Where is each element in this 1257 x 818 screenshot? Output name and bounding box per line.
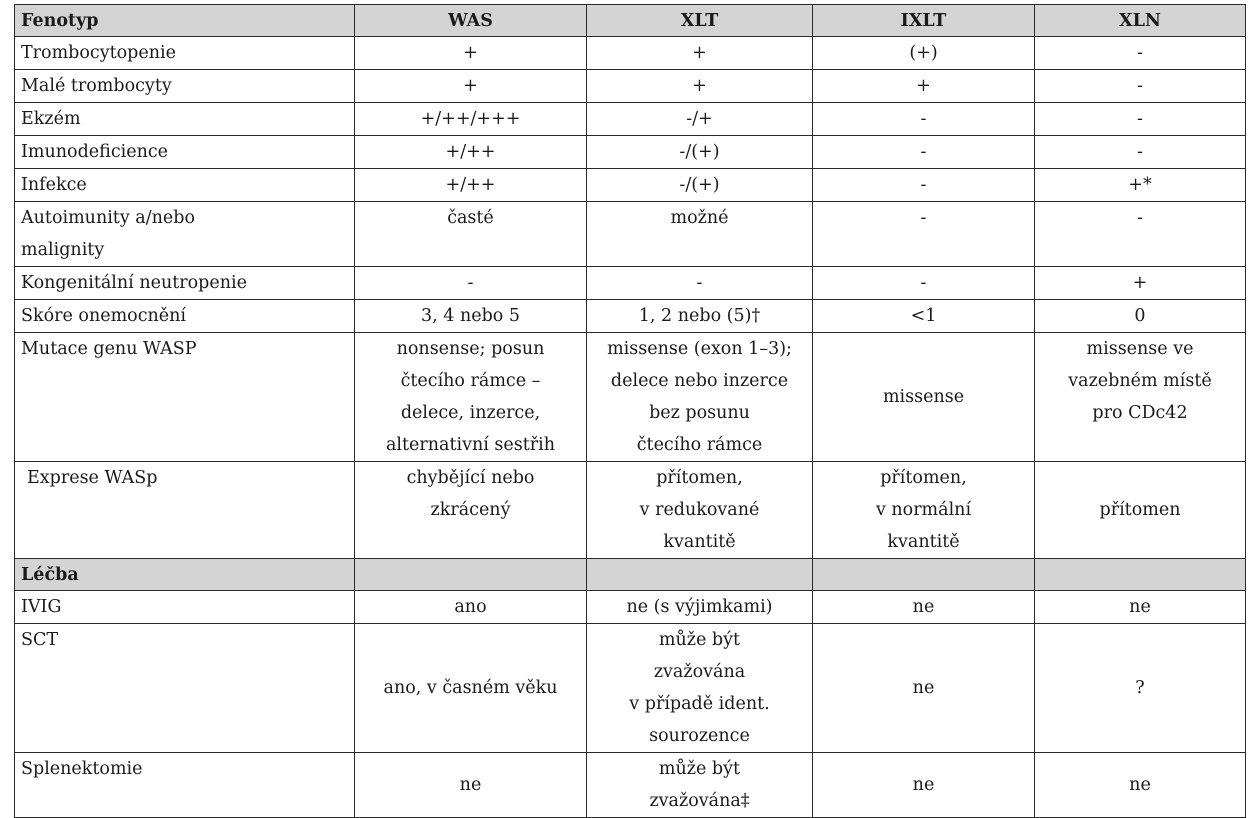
section-row-treatment xyxy=(15,559,1246,591)
cell-line: delece nebo inzerce xyxy=(610,371,789,391)
table-row xyxy=(15,267,1246,300)
cell-line: alternativní sestřih xyxy=(385,435,556,455)
cell-line: chybějící nebo xyxy=(406,468,535,488)
table-cell: missense xyxy=(813,333,1035,462)
table-row xyxy=(15,103,1246,136)
cell-line: pro CDc42 xyxy=(1092,403,1188,423)
table-cell: - xyxy=(1035,70,1246,103)
table-container xyxy=(14,4,1246,818)
row-label: Malé trombocyty xyxy=(15,70,355,103)
table-cell: ano xyxy=(355,591,587,624)
phenotype-table xyxy=(14,4,1246,818)
row-label: Splenektomie xyxy=(15,753,355,818)
cell-line: bez posunu xyxy=(649,403,750,423)
table-cell: ne xyxy=(813,624,1035,753)
table-cell: 1, 2 nebo (5)† xyxy=(587,300,813,333)
cell-line: sourozence xyxy=(649,726,750,746)
table-cell: + xyxy=(1035,267,1246,300)
table-row xyxy=(15,753,1246,818)
table-cell xyxy=(355,333,587,462)
table-row xyxy=(15,591,1246,624)
section-empty-cell xyxy=(355,559,587,591)
table-cell: <1 xyxy=(813,300,1035,333)
header-cell: IXLT xyxy=(813,5,1035,37)
cell-line: čtecího rámce xyxy=(636,435,763,455)
cell-line: v případě ident. xyxy=(629,694,770,714)
table-cell: - xyxy=(587,267,813,300)
cell-line: přítomen, xyxy=(656,468,743,488)
table-row xyxy=(15,624,1246,753)
table-cell: - xyxy=(813,169,1035,202)
table-cell: - xyxy=(355,267,587,300)
row-label: IVIG xyxy=(15,591,355,624)
row-label: Exprese WASp xyxy=(15,462,355,559)
header-cell: XLN xyxy=(1035,5,1246,37)
table-cell: - xyxy=(1035,202,1246,267)
cell-line: přítomen, xyxy=(880,468,967,488)
table-row xyxy=(15,333,1246,462)
table-cell: -/(+) xyxy=(587,136,813,169)
table-cell: + xyxy=(813,70,1035,103)
table-cell xyxy=(587,753,813,818)
cell-line: v normální xyxy=(875,500,972,520)
table-cell: - xyxy=(813,136,1035,169)
header-cell: WAS xyxy=(355,5,587,37)
table-row xyxy=(15,462,1246,559)
table-cell: 0 xyxy=(1035,300,1246,333)
header-cell: Fenotyp xyxy=(15,5,355,37)
table-cell: - xyxy=(1035,136,1246,169)
table-cell: - xyxy=(813,202,1035,267)
table-cell: ne (s výjimkami) xyxy=(587,591,813,624)
row-label: Infekce xyxy=(15,169,355,202)
row-label: Ekzém xyxy=(15,103,355,136)
cell-line: missense ve xyxy=(1086,339,1194,359)
table-cell: -/(+) xyxy=(587,169,813,202)
row-label: Kongenitální neutropenie xyxy=(15,267,355,300)
table-row xyxy=(15,37,1246,70)
header-cell: XLT xyxy=(587,5,813,37)
table-cell: +/++/+++ xyxy=(355,103,587,136)
table-row xyxy=(15,136,1246,169)
row-label xyxy=(15,202,355,267)
table-cell: - xyxy=(1035,37,1246,70)
section-empty-cell xyxy=(1035,559,1246,591)
table-cell: - xyxy=(1035,103,1246,136)
cell-line: delece, inzerce, xyxy=(400,403,541,423)
table-cell: možné xyxy=(587,202,813,267)
cell-line: kvantitě xyxy=(663,532,736,552)
table-cell: ne xyxy=(813,753,1035,818)
table-row xyxy=(15,300,1246,333)
table-cell: časté xyxy=(355,202,587,267)
table-row xyxy=(15,169,1246,202)
cell-line: kvantitě xyxy=(887,532,960,552)
table-cell xyxy=(587,333,813,462)
table-cell xyxy=(355,462,587,559)
section-empty-cell xyxy=(587,559,813,591)
table-cell: 3, 4 nebo 5 xyxy=(355,300,587,333)
row-label: SCT xyxy=(15,624,355,753)
table-cell: ne xyxy=(1035,753,1246,818)
table-cell xyxy=(1035,333,1246,462)
row-label: Skóre onemocnění xyxy=(15,300,355,333)
section-empty-cell xyxy=(813,559,1035,591)
cell-line: může být xyxy=(658,630,741,650)
table-row xyxy=(15,70,1246,103)
cell-line: čtecího rámce – xyxy=(400,371,541,391)
table-cell xyxy=(587,624,813,753)
table-cell: ? xyxy=(1035,624,1246,753)
table-cell: -/+ xyxy=(587,103,813,136)
table-cell: - xyxy=(813,103,1035,136)
table-cell: + xyxy=(587,70,813,103)
cell-line: může být xyxy=(658,759,741,779)
section-label: Léčba xyxy=(15,559,355,591)
cell-line: malignity xyxy=(21,240,105,260)
row-label: Trombocytopenie xyxy=(15,37,355,70)
table-cell xyxy=(587,462,813,559)
table-cell: + xyxy=(355,70,587,103)
table-cell: + xyxy=(587,37,813,70)
table-cell: +/++ xyxy=(355,169,587,202)
table-cell: - xyxy=(813,267,1035,300)
table-cell: ne xyxy=(1035,591,1246,624)
table-cell: +/++ xyxy=(355,136,587,169)
cell-line: Autoimunity a/nebo xyxy=(21,208,195,228)
table-body xyxy=(15,37,1246,818)
cell-line: vazebném místě xyxy=(1068,371,1212,391)
table-cell: + xyxy=(355,37,587,70)
table-cell: +* xyxy=(1035,169,1246,202)
cell-line: zvažována xyxy=(653,662,746,682)
header-row xyxy=(15,5,1246,37)
cell-line: missense (exon 1–3); xyxy=(607,339,792,359)
row-label: Mutace genu WASP xyxy=(15,333,355,462)
table-cell: ne xyxy=(355,753,587,818)
cell-line: zkrácený xyxy=(430,500,511,520)
cell-line: nonsense; posun xyxy=(396,339,545,359)
row-label: Imunodeficience xyxy=(15,136,355,169)
table-cell: (+) xyxy=(813,37,1035,70)
table-row xyxy=(15,202,1246,267)
cell-line: zvažována‡ xyxy=(649,791,750,811)
table-cell: ano, v časném věku xyxy=(355,624,587,753)
cell-line: v redukované xyxy=(639,500,760,520)
table-cell: přítomen xyxy=(1035,462,1246,559)
table-cell: ne xyxy=(813,591,1035,624)
table-cell xyxy=(813,462,1035,559)
